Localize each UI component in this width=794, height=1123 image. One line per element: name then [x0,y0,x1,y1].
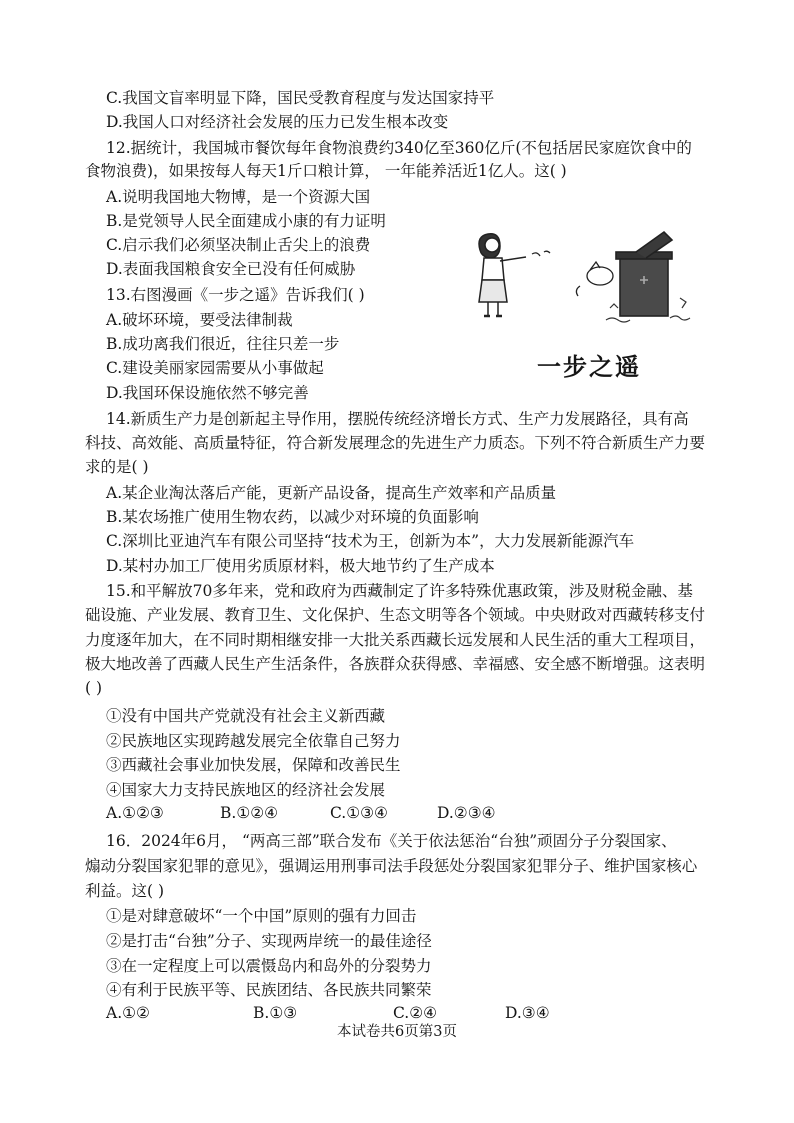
q16-option-d: D.③④ [505,1004,550,1022]
q14-stem-line-3: 求的是( ) [85,458,149,476]
q12-stem-line-1: 12.据统计，我国城市餐饮每年食物浪费约340亿至360亿斤(不包括居民家庭饮食中的 [106,139,692,157]
q13-option-b: B.成功离我们很近，往往只差一步 [106,335,340,353]
woman-figure [479,234,526,316]
q11-option-d: D.我国人口对经济社会发展的压力已发生根本改变 [106,113,449,131]
q16-option-b: B.①③ [253,1004,298,1022]
q13-option-d: D.我国环保设施依然不够完善 [106,384,309,402]
q16-stem-line-3: 利益。这( ) [85,882,165,900]
q16-option-a: A.①② [106,1004,150,1022]
q15-stem-line-2: 础设施、产业发展、教育卫生、文化保护、生态文明等各个领域。中央财政对西藏转移支付 [85,606,706,624]
q15-stem-line-5: ( ) [85,679,103,697]
q14-stem-line-2: 科技、高效能、高质量特征，符合新发展理念的先进生产力质态。下列不符合新质生产力要 [85,434,706,452]
q16-item-3: ③在一定程度上可以震慑岛内和岛外的分裂势力 [106,957,432,975]
q15-item-3: ③西藏社会事业加快发展，保障和改善民生 [106,756,401,774]
q15-item-1: ①没有中国共产党就没有社会主义新西藏 [106,707,386,725]
q15-stem-line-1: 15.和平解放70多年来，党和政府为西藏制定了许多特殊优惠政策，涉及财税金融、基 [106,582,693,600]
q12-option-b: B.是党领导人民全面建成小康的有力证明 [106,212,386,230]
q15-stem-line-4: 极大地改善了西藏人民生产生活条件，各族群众获得感、幸福感、安全感不断增强。这表明 [85,655,706,673]
q13-stem: 13.右图漫画《一步之遥》告诉我们( ) [106,286,365,304]
q14-option-b: B.某农场推广使用生物农药，以减少对环境的负面影响 [106,508,479,526]
thrown-trash [532,251,613,296]
q15-option-d: D.②③④ [437,804,496,822]
q15-item-2: ②民族地区实现跨越发展完全依靠自己努力 [106,732,401,750]
q14-option-d: D.某村办加工厂使用劣质原材料，极大地节约了生产成本 [106,557,495,575]
q14-option-a: A.某企业淘汰落后产能，更新产品设备，提高生产效率和产品质量 [106,484,557,502]
q15-stem-line-3: 力度逐年加大，在不同时期相继安排一大批关系西藏长远发展和人民生活的重大工程项目， [85,631,706,649]
q12-option-c: C.启示我们必须坚决制止舌尖上的浪费 [106,236,371,254]
q12-stem-line-2: 食物浪费)，如果按每人每天1斤口粮计算， 一年能养活近1亿人。这( ) [85,162,567,180]
q14-option-c: C.深圳比亚迪汽车有限公司坚持“技术为王，创新为本”，大力发展新能源汽车 [106,532,635,550]
cartoon-illustration [470,228,700,328]
q15-option-c: C.①③④ [330,804,388,822]
q15-option-a: A.①②③ [106,804,164,822]
q13-option-c: C.建设美丽家园需要从小事做起 [106,359,324,377]
q13-option-a: A.破坏环境，要受法律制裁 [106,311,293,329]
cartoon-caption: 一步之遥 [537,352,641,381]
q11-option-c: C.我国文盲率明显下降，国民受教育程度与发达国家持平 [106,89,495,107]
q15-option-b: B.①②④ [220,804,279,822]
q16-item-4: ④有利于民族平等、民族团结、各民族共同繁荣 [106,981,432,999]
q16-option-c: C.②④ [393,1004,438,1022]
trash-bin [616,232,672,316]
q12-option-a: A.说明我国地大物博，是一个资源大国 [106,188,371,206]
q16-item-1: ①是对肆意破坏“一个中国”原则的强有力回击 [106,907,417,925]
q16-stem-line-1: 16．2024年6月， “两高三部”联合发布《关于依法惩治“台独”顽固分子分裂国家、 [106,832,677,850]
q12-option-d: D.表面我国粮食安全已没有任何威胁 [106,260,356,278]
q16-stem-line-2: 煽动分裂国家犯罪的意见》，强调运用刑事司法手段惩处分裂国家犯罪分子、维护国家核心 [85,857,698,875]
q16-item-2: ②是打击“台独”分子、实现两岸统一的最佳途径 [106,932,432,950]
q15-item-4: ④国家大力支持民族地区的经济社会发展 [106,781,386,799]
page-footer: 本试卷共6页第3页 [337,1024,457,1040]
q14-stem-line-1: 14.新质生产力是创新起主导作用，摆脱传统经济增长方式、生产力发展路径，具有高 [106,410,689,428]
